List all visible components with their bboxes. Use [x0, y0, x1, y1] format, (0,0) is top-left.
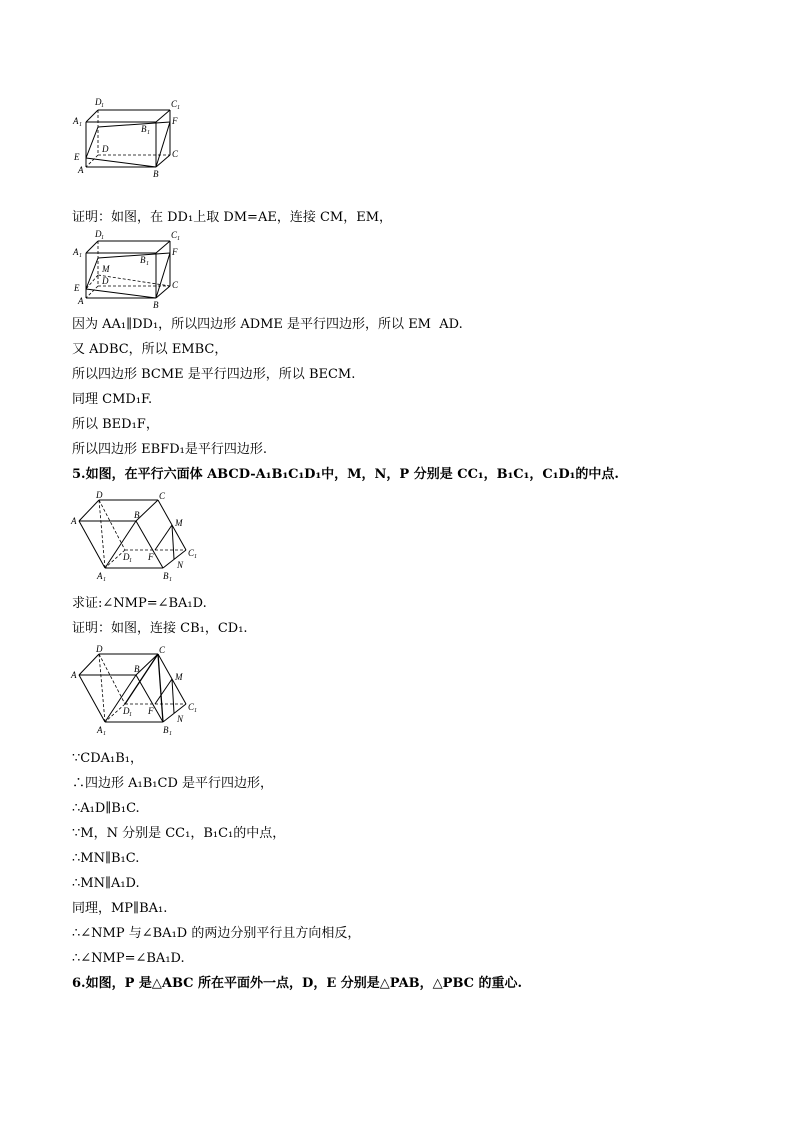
label-C1: C [171, 230, 178, 240]
label-B: B [134, 664, 140, 674]
text-line-10: 证明：如图，连接 CB₁，CD₁. [72, 621, 248, 636]
label-B: B [134, 510, 140, 520]
text-line-18: ∴∠NMP 与∠BA₁D 的两边分别平行且方向相反， [72, 926, 361, 941]
label-M: M [102, 264, 110, 274]
label-P: F [148, 552, 154, 562]
text-line-19: ∴∠NMP=∠BA₁D. [72, 951, 185, 966]
label-B: B [153, 169, 159, 179]
svg-text:1: 1 [79, 253, 82, 259]
svg-text:1: 1 [177, 236, 180, 242]
label-A1: A [97, 571, 103, 581]
text-line-16: ∴MN∥A₁D. [72, 876, 140, 891]
svg-text:1: 1 [79, 122, 82, 128]
text-line-15: ∴MN∥B₁C. [72, 851, 140, 866]
svg-text:1: 1 [129, 558, 132, 564]
label-D: D [102, 144, 109, 154]
label-A: A [71, 516, 77, 526]
text-line-4: 所以四边形 BCME 是平行四边形，所以 BE￼CM. [72, 367, 356, 382]
svg-text:1: 1 [177, 105, 180, 111]
parallelepiped-diagram-with-lines [68, 644, 208, 742]
cuboid-diagram [68, 92, 188, 182]
label-N: N [177, 560, 184, 570]
svg-text:1: 1 [147, 130, 150, 136]
label-D1: D [95, 97, 102, 107]
label-N: N [177, 714, 184, 724]
label-B1: B [163, 571, 169, 581]
label-B1: B [163, 725, 169, 735]
text-line-17: 同理，MP∥BA₁. [72, 901, 168, 916]
label-B1: B [141, 124, 147, 134]
label-C1: C [188, 548, 195, 558]
problem-5-statement: 5.如图，在平行六面体 ABCD-A₁B₁C₁D₁中，M，N，P 分别是 CC₁，B₁C₁，C₁D₁的中点. [72, 467, 619, 482]
svg-text:1: 1 [103, 577, 106, 583]
text-line-12: ∴四边形 A₁B₁CD 是平行四边形， [72, 776, 273, 791]
svg-text:1: 1 [169, 577, 172, 583]
text-line-9: 求证:∠NMP=∠BA₁D. [72, 596, 207, 611]
svg-text:1: 1 [101, 103, 104, 109]
figure-parallelepiped-1 [68, 490, 208, 588]
label-D: D [96, 644, 103, 654]
svg-text:1: 1 [194, 554, 197, 560]
label-A: A [78, 296, 84, 306]
label-D1: D [123, 706, 130, 716]
text-line-6: 所以 BE￼D₁F， [72, 417, 159, 432]
label-C: C [172, 280, 179, 290]
text-line-2: 因为 AA₁∥DD₁，所以四边形 ADME 是平行四边形，所以 EM ￼ AD. [72, 317, 463, 332]
cuboid-diagram-with-m [68, 227, 188, 313]
label-D: D [96, 490, 103, 500]
svg-text:1: 1 [169, 731, 172, 737]
label-D1: D [95, 229, 102, 239]
label-F: F [172, 116, 178, 126]
label-A: A [71, 670, 77, 680]
text-line-11: ∵CD￼A₁B₁， [72, 751, 144, 766]
text-line-14: ∵M，N 分别是 CC₁，B₁C₁的中点， [72, 826, 286, 841]
text-line-3: 又 AD￼BC，所以 EM￼BC， [72, 342, 228, 357]
label-M: M [175, 672, 183, 682]
label-E: E [74, 283, 80, 293]
label-E: E [74, 152, 80, 162]
label-C1: C [188, 702, 195, 712]
figure-cuboid-1 [68, 92, 188, 182]
label-F: F [172, 247, 178, 257]
label-D: D [102, 276, 109, 286]
label-B: B [153, 300, 159, 310]
text-line-13: ∴A₁D∥B₁C. [72, 801, 140, 816]
svg-text:1: 1 [194, 708, 197, 714]
label-P: F [148, 706, 154, 716]
label-C1: C [171, 99, 178, 109]
label-C: C [159, 645, 166, 655]
label-D1: D [123, 552, 130, 562]
label-M: M [175, 518, 183, 528]
svg-text:1: 1 [146, 261, 149, 267]
label-A1: A [97, 725, 103, 735]
label-C: C [159, 491, 166, 501]
label-B1: B [140, 255, 146, 265]
svg-text:1: 1 [129, 712, 132, 718]
label-A1: A [73, 116, 79, 126]
problem-6-statement: 6.如图，P 是△ABC 所在平面外一点，D，E 分别是△PAB，△PBC 的重心. [72, 976, 523, 991]
text-line-7: 所以四边形 EBFD₁是平行四边形. [72, 442, 267, 457]
text-line-5: 同理 CM￼D₁F. [72, 392, 153, 407]
svg-text:1: 1 [103, 731, 106, 737]
figure-cuboid-2 [68, 227, 188, 313]
label-C: C [172, 149, 179, 159]
label-A: A [78, 165, 84, 175]
figure-parallelepiped-2 [68, 644, 208, 742]
label-A1: A [73, 247, 79, 257]
parallelepiped-diagram [68, 490, 208, 588]
text-line-1: 证明：如图，在 DD₁上取 DM=AE，连接 CM，EM， [72, 210, 393, 225]
svg-text:1: 1 [101, 235, 104, 241]
